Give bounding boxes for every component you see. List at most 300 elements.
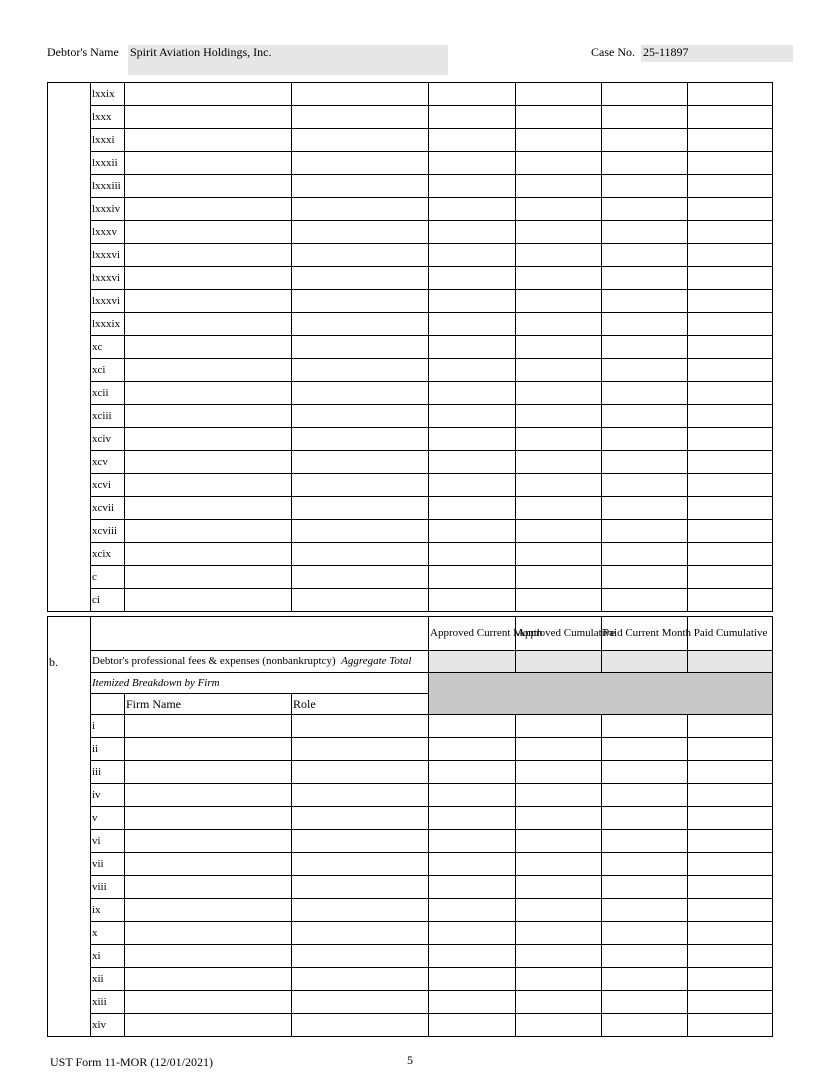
role-cell[interactable] <box>292 543 429 566</box>
approved-cumulative-cell[interactable] <box>516 175 602 198</box>
paid-cumulative-cell[interactable] <box>688 474 773 497</box>
paid-current-cell[interactable] <box>602 313 688 336</box>
firm-name-cell[interactable] <box>125 566 292 589</box>
firm-name-cell[interactable] <box>125 830 292 853</box>
firm-name-cell[interactable] <box>125 761 292 784</box>
table-row <box>48 129 773 152</box>
section-cell <box>48 290 91 313</box>
firm-name-cell[interactable] <box>125 784 292 807</box>
approved-current-cell[interactable] <box>429 405 516 428</box>
paid-current-cell[interactable] <box>602 497 688 520</box>
approved-current-cell[interactable] <box>429 715 516 738</box>
paid-cumulative-cell[interactable] <box>688 382 773 405</box>
approved-current-cell[interactable] <box>429 221 516 244</box>
section-cell <box>48 761 91 784</box>
paid-cumulative-cell[interactable] <box>688 83 773 106</box>
paid-cumulative-cell[interactable] <box>688 405 773 428</box>
firm-name-cell[interactable] <box>125 382 292 405</box>
firm-name-cell[interactable] <box>125 198 292 221</box>
paid-cumulative-cell[interactable] <box>688 497 773 520</box>
paid-current-cell[interactable] <box>602 451 688 474</box>
table-row <box>48 175 773 198</box>
firm-name-cell[interactable] <box>125 876 292 899</box>
role-cell[interactable] <box>292 359 429 382</box>
section-cell <box>48 520 91 543</box>
firm-name-cell[interactable] <box>125 175 292 198</box>
table-row <box>48 807 773 830</box>
approved-current-cell[interactable] <box>429 1014 516 1037</box>
paid-current-cell[interactable] <box>602 428 688 451</box>
paid-current-cell[interactable] <box>602 474 688 497</box>
row-number: xcii <box>91 382 125 405</box>
paid-cumulative-cell[interactable] <box>688 830 773 853</box>
paid-cumulative-cell[interactable] <box>688 244 773 267</box>
firm-name-cell[interactable] <box>125 474 292 497</box>
table-row <box>48 543 773 566</box>
row-number: x <box>91 922 125 945</box>
role-cell[interactable] <box>292 853 429 876</box>
approved-current-cell[interactable] <box>429 853 516 876</box>
role-cell[interactable] <box>292 175 429 198</box>
firm-name-cell[interactable] <box>125 152 292 175</box>
paid-current-cell[interactable] <box>602 198 688 221</box>
approved-cumulative-cell[interactable] <box>516 405 602 428</box>
col-header-paid-cumulative: Paid Cumulative <box>688 617 773 651</box>
section-cell <box>48 267 91 290</box>
approved-cumulative-cell[interactable] <box>516 428 602 451</box>
approved-cumulative-cell[interactable] <box>516 520 602 543</box>
row-number: xc <box>91 336 125 359</box>
approved-cumulative-cell[interactable] <box>516 198 602 221</box>
approved-cumulative-cell[interactable] <box>516 1014 602 1037</box>
row-number: viii <box>91 876 125 899</box>
row-number: xiii <box>91 991 125 1014</box>
paid-cumulative-cell[interactable] <box>688 129 773 152</box>
paid-current-cell[interactable] <box>602 221 688 244</box>
row-number: xci <box>91 359 125 382</box>
table-row <box>48 382 773 405</box>
role-cell[interactable] <box>292 715 429 738</box>
firm-name-cell[interactable] <box>125 313 292 336</box>
paid-current-cell[interactable] <box>602 336 688 359</box>
debtor-name-label: Debtor's Name <box>47 45 119 59</box>
section-cell <box>48 694 91 715</box>
table-row <box>48 152 773 175</box>
table-row <box>48 221 773 244</box>
approved-current-cell[interactable] <box>429 876 516 899</box>
approved-cumulative-cell[interactable] <box>516 221 602 244</box>
approved-current-cell[interactable] <box>429 83 516 106</box>
approved-cumulative-cell[interactable] <box>516 543 602 566</box>
firm-name-cell[interactable] <box>125 922 292 945</box>
paid-cumulative-cell[interactable] <box>688 336 773 359</box>
paid-current-cell[interactable] <box>602 945 688 968</box>
paid-cumulative-cell[interactable] <box>688 267 773 290</box>
table-row <box>48 830 773 853</box>
firm-name-cell[interactable] <box>125 106 292 129</box>
section-cell <box>48 899 91 922</box>
approved-current-cell[interactable] <box>429 175 516 198</box>
approved-current-cell[interactable] <box>429 520 516 543</box>
paid-cumulative-cell[interactable] <box>688 761 773 784</box>
approved-current-cell[interactable] <box>429 968 516 991</box>
paid-current-cell[interactable] <box>602 129 688 152</box>
section-cell <box>48 474 91 497</box>
paid-current-cell[interactable] <box>602 899 688 922</box>
paid-cumulative-cell[interactable] <box>688 175 773 198</box>
approved-cumulative-cell[interactable] <box>516 991 602 1014</box>
approved-cumulative-cell[interactable] <box>516 244 602 267</box>
approved-current-cell[interactable] <box>429 198 516 221</box>
role-cell[interactable] <box>292 83 429 106</box>
paid-current-cell[interactable] <box>602 738 688 761</box>
paid-cumulative-cell[interactable] <box>688 566 773 589</box>
firm-name-cell[interactable] <box>125 83 292 106</box>
paid-current-cell[interactable] <box>602 715 688 738</box>
role-cell[interactable] <box>292 152 429 175</box>
firm-name-cell[interactable] <box>125 221 292 244</box>
row-number: c <box>91 566 125 589</box>
role-cell[interactable] <box>292 784 429 807</box>
paid-current-cell[interactable] <box>602 566 688 589</box>
row-number: xcix <box>91 543 125 566</box>
table-row <box>48 520 773 543</box>
section-cell <box>48 244 91 267</box>
approved-current-cell[interactable] <box>429 152 516 175</box>
approved-cumulative-cell[interactable] <box>516 336 602 359</box>
firm-name-cell[interactable] <box>125 129 292 152</box>
paid-current-cell[interactable] <box>602 520 688 543</box>
paid-current-cell[interactable] <box>602 152 688 175</box>
role-cell[interactable] <box>292 589 429 612</box>
section-cell <box>48 876 91 899</box>
approved-current-cell[interactable] <box>429 543 516 566</box>
paid-cumulative-cell[interactable] <box>688 106 773 129</box>
paid-cumulative-cell[interactable] <box>688 290 773 313</box>
approved-cumulative-cell[interactable] <box>516 876 602 899</box>
approved-current-cell[interactable] <box>429 784 516 807</box>
paid-current-cell[interactable] <box>602 290 688 313</box>
firm-name-cell[interactable] <box>125 359 292 382</box>
approved-cumulative-cell[interactable] <box>516 738 602 761</box>
case-number-field[interactable]: 25-11897 <box>641 45 793 62</box>
row-number: xciii <box>91 405 125 428</box>
role-cell[interactable] <box>292 474 429 497</box>
approved-cumulative-cell[interactable] <box>516 715 602 738</box>
approved-cumulative-cell[interactable] <box>516 830 602 853</box>
table-row <box>48 968 773 991</box>
role-cell[interactable] <box>292 198 429 221</box>
approved-current-cell[interactable] <box>429 830 516 853</box>
approved-current-cell[interactable] <box>429 945 516 968</box>
firm-name-cell[interactable] <box>125 715 292 738</box>
approved-current-cell[interactable] <box>429 359 516 382</box>
firm-name-cell[interactable] <box>125 520 292 543</box>
approved-cumulative-cell[interactable] <box>516 589 602 612</box>
approved-cumulative-cell[interactable] <box>516 313 602 336</box>
row-number: lxxxiii <box>91 175 125 198</box>
aggregate-paid-cumulative[interactable] <box>688 651 773 673</box>
role-cell[interactable] <box>292 451 429 474</box>
paid-current-cell[interactable] <box>602 244 688 267</box>
table-row <box>48 784 773 807</box>
role-header: Role <box>292 694 429 715</box>
paid-cumulative-cell[interactable] <box>688 945 773 968</box>
firm-name-cell[interactable] <box>125 968 292 991</box>
approved-current-cell[interactable] <box>429 244 516 267</box>
table-row <box>48 853 773 876</box>
row-number: xcv <box>91 451 125 474</box>
paid-current-cell[interactable] <box>602 83 688 106</box>
row-number: v <box>91 807 125 830</box>
paid-cumulative-cell[interactable] <box>688 784 773 807</box>
row-number: lxxxiv <box>91 198 125 221</box>
role-cell[interactable] <box>292 738 429 761</box>
aggregate-paid-current[interactable] <box>602 651 688 673</box>
firm-name-cell[interactable] <box>125 738 292 761</box>
paid-cumulative-cell[interactable] <box>688 428 773 451</box>
aggregate-approved-current[interactable] <box>429 651 516 673</box>
row-number: xi <box>91 945 125 968</box>
row-number: xiv <box>91 1014 125 1037</box>
paid-current-cell[interactable] <box>602 784 688 807</box>
approved-current-cell[interactable] <box>429 382 516 405</box>
approved-cumulative-cell[interactable] <box>516 83 602 106</box>
paid-cumulative-cell[interactable] <box>688 968 773 991</box>
paid-current-cell[interactable] <box>602 1014 688 1037</box>
row-number: xcvi <box>91 474 125 497</box>
aggregate-approved-cumulative[interactable] <box>516 651 602 673</box>
role-cell[interactable] <box>292 497 429 520</box>
firm-name-cell[interactable] <box>125 405 292 428</box>
role-cell[interactable] <box>292 991 429 1014</box>
paid-cumulative-cell[interactable] <box>688 198 773 221</box>
role-cell[interactable] <box>292 428 429 451</box>
approved-cumulative-cell[interactable] <box>516 267 602 290</box>
paid-current-cell[interactable] <box>602 968 688 991</box>
paid-cumulative-cell[interactable] <box>688 876 773 899</box>
paid-cumulative-cell[interactable] <box>688 922 773 945</box>
paid-current-cell[interactable] <box>602 830 688 853</box>
role-cell[interactable] <box>292 922 429 945</box>
firm-name-cell[interactable] <box>125 853 292 876</box>
role-cell[interactable] <box>292 566 429 589</box>
approved-current-cell[interactable] <box>429 991 516 1014</box>
approved-cumulative-cell[interactable] <box>516 945 602 968</box>
paid-cumulative-cell[interactable] <box>688 313 773 336</box>
row-number: ii <box>91 738 125 761</box>
role-cell[interactable] <box>292 382 429 405</box>
firm-name-cell[interactable] <box>125 336 292 359</box>
role-cell[interactable] <box>292 221 429 244</box>
approved-current-cell[interactable] <box>429 899 516 922</box>
row-number: lxxix <box>91 83 125 106</box>
section-cell <box>48 830 91 853</box>
table-row <box>48 876 773 899</box>
paid-cumulative-cell[interactable] <box>688 520 773 543</box>
row-number: iv <box>91 784 125 807</box>
paid-cumulative-cell[interactable] <box>688 991 773 1014</box>
role-cell[interactable] <box>292 1014 429 1037</box>
paid-cumulative-cell[interactable] <box>688 152 773 175</box>
role-cell[interactable] <box>292 405 429 428</box>
row-number: xii <box>91 968 125 991</box>
paid-cumulative-cell[interactable] <box>688 589 773 612</box>
table-row <box>48 1014 773 1037</box>
approved-cumulative-cell[interactable] <box>516 129 602 152</box>
approved-current-cell[interactable] <box>429 106 516 129</box>
approved-current-cell[interactable] <box>429 761 516 784</box>
approved-cumulative-cell[interactable] <box>516 566 602 589</box>
approved-current-cell[interactable] <box>429 313 516 336</box>
row-number: ix <box>91 899 125 922</box>
paid-cumulative-cell[interactable] <box>688 807 773 830</box>
firm-name-cell[interactable] <box>125 543 292 566</box>
approved-current-cell[interactable] <box>429 267 516 290</box>
role-cell[interactable] <box>292 876 429 899</box>
approved-current-cell[interactable] <box>429 474 516 497</box>
table-row <box>48 715 773 738</box>
firm-name-cell[interactable] <box>125 807 292 830</box>
approved-current-cell[interactable] <box>429 451 516 474</box>
approved-current-cell[interactable] <box>429 336 516 359</box>
case-number-label: Case No. <box>591 45 635 59</box>
paid-cumulative-cell[interactable] <box>688 899 773 922</box>
row-number: xcvii <box>91 497 125 520</box>
table-row <box>48 313 773 336</box>
firm-name-cell[interactable] <box>125 428 292 451</box>
paid-current-cell[interactable] <box>602 267 688 290</box>
paid-current-cell[interactable] <box>602 106 688 129</box>
approved-cumulative-cell[interactable] <box>516 853 602 876</box>
paid-current-cell[interactable] <box>602 382 688 405</box>
approved-cumulative-cell[interactable] <box>516 152 602 175</box>
firm-name-cell[interactable] <box>125 991 292 1014</box>
paid-current-cell[interactable] <box>602 853 688 876</box>
approved-cumulative-cell[interactable] <box>516 899 602 922</box>
paid-current-cell[interactable] <box>602 405 688 428</box>
role-cell[interactable] <box>292 761 429 784</box>
role-cell[interactable] <box>292 945 429 968</box>
page-number: 5 <box>407 1053 413 1067</box>
debtor-name-field[interactable]: Spirit Aviation Holdings, Inc. <box>128 45 448 75</box>
firm-name-cell[interactable] <box>125 451 292 474</box>
approved-current-cell[interactable] <box>429 428 516 451</box>
paid-current-cell[interactable] <box>602 359 688 382</box>
approved-current-cell[interactable] <box>429 129 516 152</box>
approved-cumulative-cell[interactable] <box>516 807 602 830</box>
paid-cumulative-cell[interactable] <box>688 221 773 244</box>
firm-name-cell[interactable] <box>125 1014 292 1037</box>
fees-aggregate-label <box>91 651 429 673</box>
role-cell[interactable] <box>292 520 429 543</box>
role-cell[interactable] <box>292 313 429 336</box>
paid-current-cell[interactable] <box>602 175 688 198</box>
section-cell <box>48 853 91 876</box>
approved-cumulative-cell[interactable] <box>516 106 602 129</box>
paid-current-cell[interactable] <box>602 543 688 566</box>
approved-current-cell[interactable] <box>429 922 516 945</box>
paid-cumulative-cell[interactable] <box>688 359 773 382</box>
firm-name-cell[interactable] <box>125 899 292 922</box>
table-row <box>48 290 773 313</box>
paid-current-cell[interactable] <box>602 922 688 945</box>
paid-current-cell[interactable] <box>602 589 688 612</box>
role-cell[interactable] <box>292 290 429 313</box>
approved-current-cell[interactable] <box>429 566 516 589</box>
paid-current-cell[interactable] <box>602 807 688 830</box>
firm-name-cell[interactable] <box>125 945 292 968</box>
paid-current-cell[interactable] <box>602 876 688 899</box>
approved-cumulative-cell[interactable] <box>516 497 602 520</box>
table-row <box>48 83 773 106</box>
section-cell <box>48 566 91 589</box>
role-cell[interactable] <box>292 244 429 267</box>
firm-name-cell[interactable] <box>125 497 292 520</box>
aggregate-total-label: Aggregate Total <box>341 655 412 667</box>
debtor-professional-fees-table <box>47 616 773 1037</box>
paid-cumulative-cell[interactable] <box>688 543 773 566</box>
approved-current-cell[interactable] <box>429 807 516 830</box>
role-cell[interactable] <box>292 106 429 129</box>
paid-current-cell[interactable] <box>602 991 688 1014</box>
row-number: lxxxvi <box>91 267 125 290</box>
firm-name-cell[interactable] <box>125 244 292 267</box>
approved-current-cell[interactable] <box>429 589 516 612</box>
col-header-approved-cumulative: Approved Cumulative <box>516 617 602 651</box>
approved-cumulative-cell[interactable] <box>516 474 602 497</box>
approved-current-cell[interactable] <box>429 497 516 520</box>
paid-cumulative-cell[interactable] <box>688 1014 773 1037</box>
role-cell[interactable] <box>292 129 429 152</box>
paid-cumulative-cell[interactable] <box>688 715 773 738</box>
firm-name-cell[interactable] <box>125 290 292 313</box>
paid-cumulative-cell[interactable] <box>688 451 773 474</box>
approved-cumulative-cell[interactable] <box>516 451 602 474</box>
role-cell[interactable] <box>292 267 429 290</box>
section-cell <box>48 945 91 968</box>
role-cell[interactable] <box>292 830 429 853</box>
section-cell <box>48 313 91 336</box>
approved-cumulative-cell[interactable] <box>516 761 602 784</box>
firm-name-cell[interactable] <box>125 267 292 290</box>
role-cell[interactable] <box>292 807 429 830</box>
approved-current-cell[interactable] <box>429 738 516 761</box>
section-cell <box>48 673 91 694</box>
approved-cumulative-cell[interactable] <box>516 968 602 991</box>
approved-cumulative-cell[interactable] <box>516 922 602 945</box>
role-cell[interactable] <box>292 968 429 991</box>
section-cell <box>48 359 91 382</box>
paid-cumulative-cell[interactable] <box>688 738 773 761</box>
section-cell <box>48 129 91 152</box>
row-number: lxxxii <box>91 152 125 175</box>
role-cell[interactable] <box>292 899 429 922</box>
section-cell <box>48 617 91 651</box>
approved-cumulative-cell[interactable] <box>516 359 602 382</box>
section-cell <box>48 83 91 106</box>
approved-current-cell[interactable] <box>429 290 516 313</box>
paid-cumulative-cell[interactable] <box>688 853 773 876</box>
approved-cumulative-cell[interactable] <box>516 784 602 807</box>
table-row <box>48 106 773 129</box>
role-cell[interactable] <box>292 336 429 359</box>
firm-name-cell[interactable] <box>125 589 292 612</box>
approved-cumulative-cell[interactable] <box>516 382 602 405</box>
paid-current-cell[interactable] <box>602 761 688 784</box>
approved-cumulative-cell[interactable] <box>516 290 602 313</box>
form-id: UST Form 11-MOR (12/01/2021) <box>50 1055 214 1069</box>
